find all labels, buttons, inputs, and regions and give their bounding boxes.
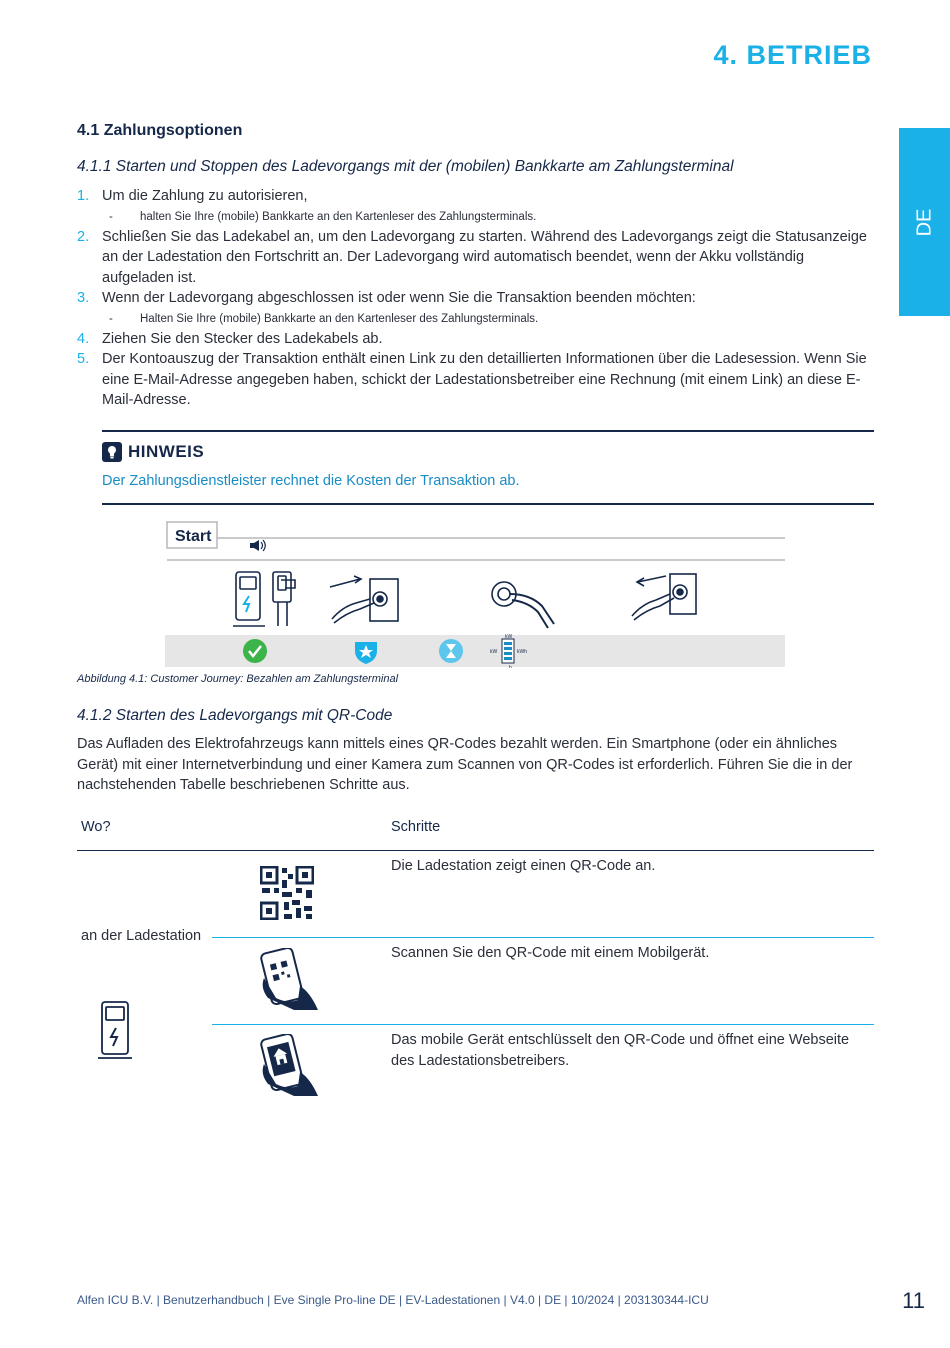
subsection-title-1: 4.1.1 Starten und Stoppen des Ladevorgangs mit der (mobilen) Bankkarte am Zahlungsterminal	[77, 158, 734, 175]
plug-in-icon	[330, 576, 398, 623]
list-item: 2. Schließen Sie das Ladekabel an, um den Ladevorgang zu starten. Während des Ladevorgangs zeigt die Statusanzeige an der Ladestation den Fortschritt an. Der Ladevorgang wird automatisch beendet, wenn der Akku vollständig aufgeladen ist.	[77, 228, 867, 286]
note-bottom-rule	[102, 503, 874, 505]
table-cell-where: an der Ladestation	[81, 928, 202, 944]
list-item: 5. Der Kontoauszug der Transaktion enthält einen Link zu den detaillierten Informationen über die Ladesession. Wenn Sie eine E-Mail-Adresse angegeben haben, schickt der Ladestationsbetreiber eine Rechnung (mit einem Link) an diese E-Mail-Adresse.	[77, 351, 867, 408]
subsection-title-2: 4.1.2 Starten des Ladevorgangs mit QR-Code	[77, 707, 393, 724]
table-row-rule	[212, 937, 874, 938]
footer-text: Alfen ICU B.V. | Benutzerhandbuch | Eve Single Pro-line DE | EV-Ladestationen | V4.0 | DE | 10/2024 | 203130344-ICU	[77, 1293, 709, 1307]
list-subitem: - halten Sie Ihre (mobile) Bankkarte an den Kartenleser des Zahlungsterminals.	[109, 210, 537, 223]
table-header-steps: Schritte	[391, 819, 441, 835]
table-header-where: Wo?	[81, 819, 111, 835]
section-title: 4.1 Zahlungsoptionen	[77, 122, 243, 139]
list-item: 3. Wenn der Ladevorgang abgeschlossen ist oder wenn Sie die Transaktion beenden möchten:	[77, 290, 696, 306]
charging-station-icon	[96, 1000, 136, 1067]
qr-paragraph: Das Aufladen des Elektrofahrzeugs kann mittels eines QR-Codes bezahlt werden. Ein Smartphone (oder ein ähnliches Gerät) mit einer Internetverbindung und einer Kamera zum Scannen von QR-Codes ist erforderlich. Führen Sie die in der nachstehenden Tabelle beschriebenen Schritte aus.	[77, 736, 853, 793]
meter-h: h	[509, 665, 512, 668]
figure-caption: Abbildung 4.1: Customer Journey: Bezahlen am Zahlungsterminal	[77, 673, 399, 685]
speaker-icon	[250, 540, 265, 551]
phone-scan-icon	[258, 948, 322, 1015]
phone-website-icon	[258, 1034, 322, 1101]
note-header	[102, 442, 204, 462]
table-step-3: Das mobile Gerät entschlüsselt den QR-Code und öffnet eine Webseite des Ladestationsbetreibers.	[391, 1032, 850, 1069]
meter-kwh: kWh	[517, 649, 527, 655]
note-top-rule	[102, 430, 874, 432]
chapter-title: 4. BETRIEB	[713, 40, 872, 70]
table-header-rule	[77, 850, 874, 851]
steps-list	[77, 186, 877, 411]
lightbulb-icon	[102, 442, 122, 462]
note-text: Der Zahlungsdienstleister rechnet die Kosten der Transaktion ab.	[102, 473, 520, 489]
charging-cable-icon	[492, 582, 554, 628]
customer-journey-figure	[165, 518, 785, 668]
unplug-icon	[632, 574, 696, 620]
list-item: 4. Ziehen Sie den Stecker des Ladekabels ab.	[77, 330, 383, 347]
meter-kw-left: kW	[490, 649, 498, 655]
list-subitem: - Halten Sie Ihre (mobile) Bankkarte an den Kartenleser des Zahlungsterminals.	[109, 312, 539, 325]
hourglass-icon	[439, 639, 463, 663]
qr-code-icon	[260, 866, 314, 925]
list-item: 1. Um die Zahlung zu autorisieren,	[77, 188, 308, 204]
table-step-1: Die Ladestation zeigt einen QR-Code an.	[391, 858, 656, 874]
note-title: HINWEIS	[128, 442, 205, 461]
table-row-rule	[212, 1024, 874, 1025]
table-step-2: Scannen Sie den QR-Code mit einem Mobilgerät.	[391, 945, 710, 961]
charging-station-terminal-icon	[233, 572, 295, 626]
language-tab-label: DE	[912, 208, 935, 236]
page-number: 11	[902, 1288, 925, 1313]
meter-kw-top: kW	[505, 634, 513, 640]
start-label: Start	[175, 528, 212, 545]
language-tab	[899, 128, 950, 316]
checkmark-icon	[243, 639, 267, 663]
figure-graphic	[165, 518, 785, 668]
